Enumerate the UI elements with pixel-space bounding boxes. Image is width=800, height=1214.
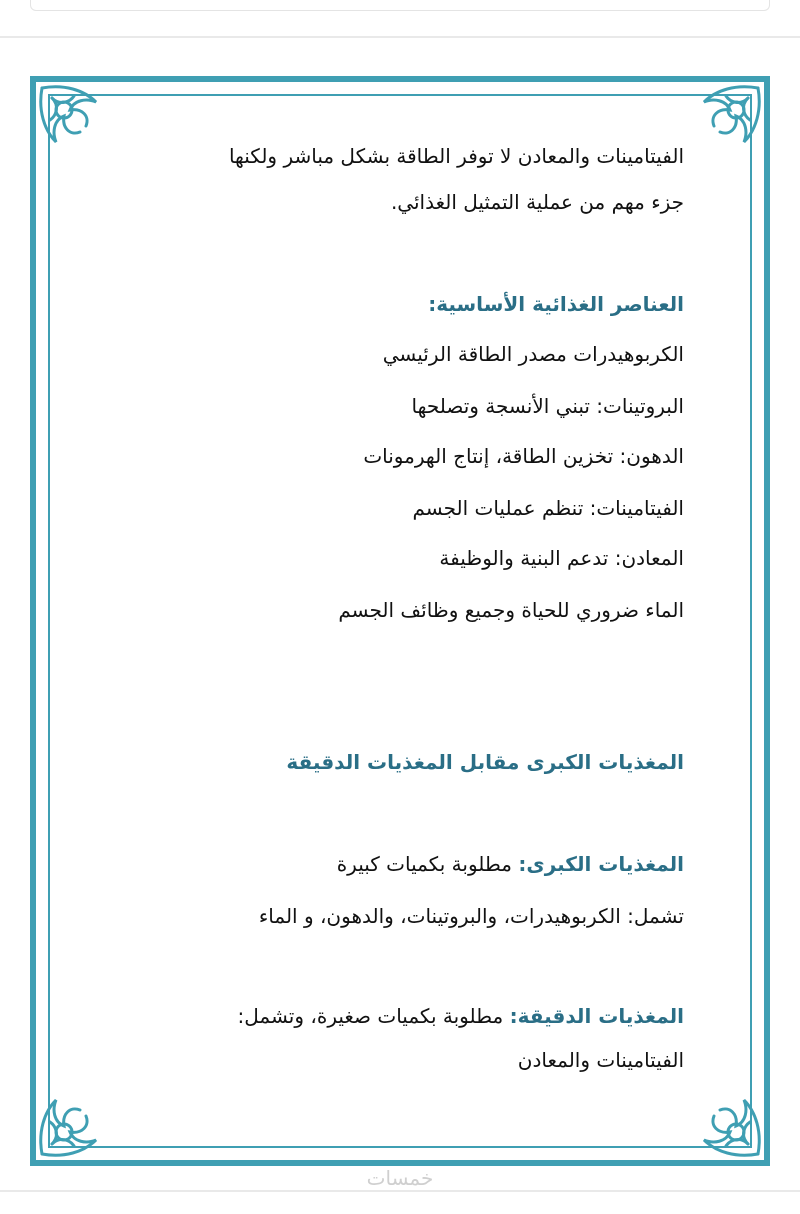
micro-label: المغذيات الدقيقة: xyxy=(509,1004,684,1028)
ornament-corner-icon xyxy=(676,80,766,170)
top-strip xyxy=(0,0,800,34)
ornament-corner-icon xyxy=(34,80,124,170)
list-item: المعادن: تدعم البنية والوظيفة xyxy=(439,546,684,570)
decorative-frame xyxy=(30,76,770,1166)
list-item: الكربوهيدرات مصدر الطاقة الرئيسي xyxy=(382,342,684,366)
micro-line xyxy=(238,1004,684,1028)
top-divider xyxy=(0,36,800,38)
list-item: الفيتامينات: تنظم عمليات الجسم xyxy=(412,496,684,520)
bottom-divider xyxy=(0,1190,800,1192)
intro-line-2: جزء مهم من عملية التمثيل الغذائي. xyxy=(390,190,684,214)
watermark: خمسات xyxy=(366,1166,434,1190)
macro-label: المغذيات الكبرى: xyxy=(518,852,684,876)
list-item: البروتينات: تبني الأنسجة وتصلحها xyxy=(411,394,684,418)
ornament-corner-icon xyxy=(676,1072,766,1162)
essential-heading: العناصر الغذائية الأساسية: xyxy=(428,292,684,316)
list-item: الماء ضروري للحياة وجميع وظائف الجسم xyxy=(338,598,684,622)
macro-includes: تشمل: الكربوهيدرات، والبروتينات، والدهون، و الماء xyxy=(258,904,684,928)
list-item: الدهون: تخزين الطاقة، إنتاج الهرمونات xyxy=(363,444,684,468)
macro-text: مطلوبة بكميات كبيرة xyxy=(336,852,519,876)
macro-line xyxy=(337,852,684,876)
ornament-corner-icon xyxy=(34,1072,124,1162)
comparison-heading: المغذيات الكبرى مقابل المغذيات الدقيقة xyxy=(286,750,684,774)
micro-includes: الفيتامينات والمعادن xyxy=(517,1048,684,1072)
micro-text: مطلوبة بكميات صغيرة، وتشمل: xyxy=(237,1004,510,1028)
intro-line-1: الفيتامينات والمعادن لا توفر الطاقة بشكل مباشر ولكنها xyxy=(228,144,684,168)
